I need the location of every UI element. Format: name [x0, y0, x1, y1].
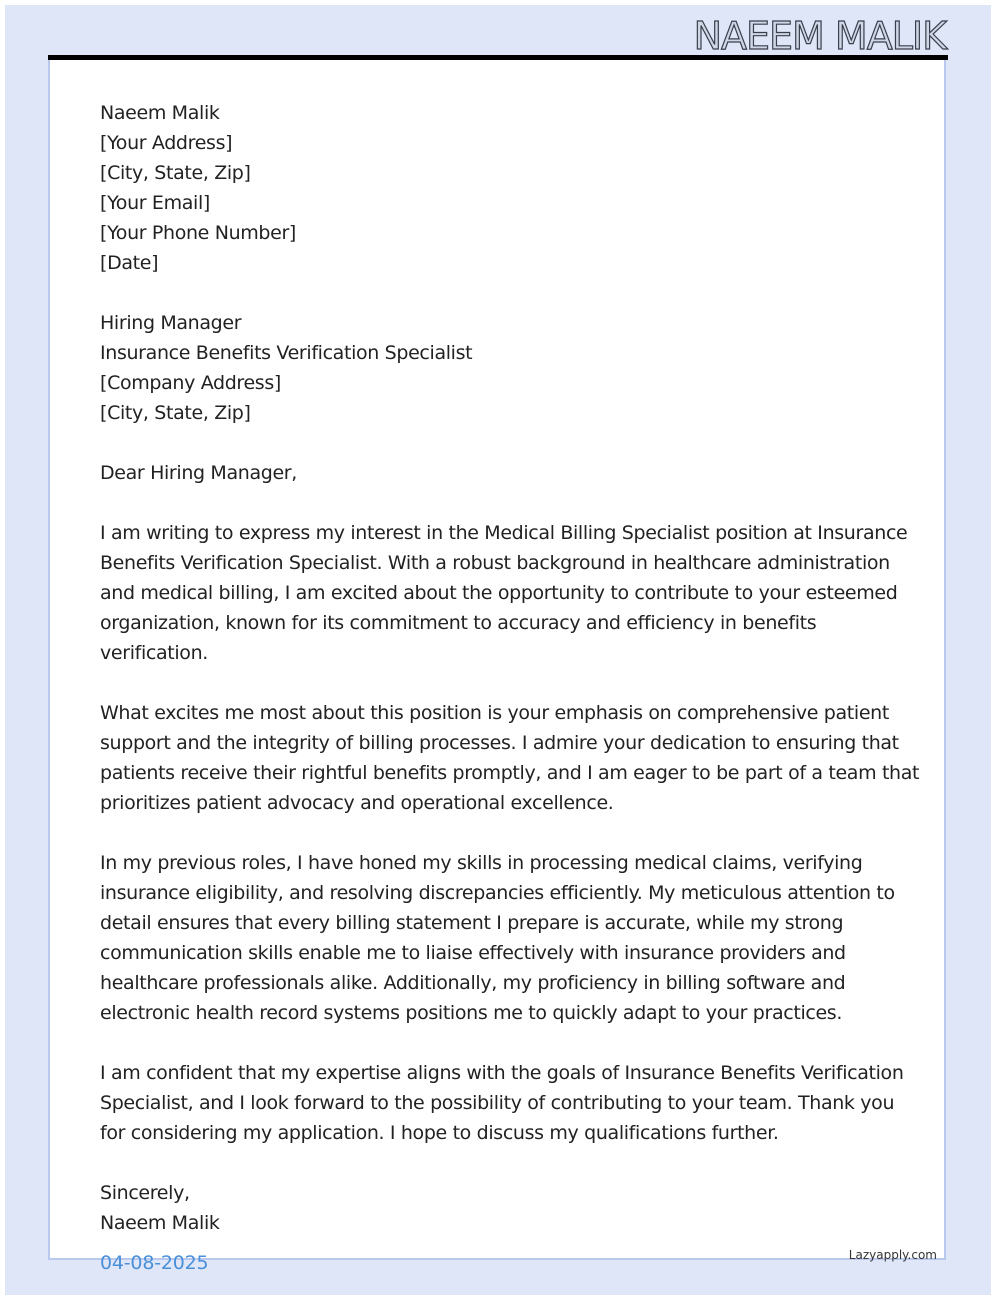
body-paragraph: [100, 1058, 904, 1148]
brand-watermark: Lazyapply.com: [848, 1248, 937, 1262]
recipient-company: Insurance Benefits Verification Specialist: [100, 342, 473, 364]
paragraph-line: Benefits Verification Specialist. With a robust background in healthcare administration: [100, 552, 890, 574]
sender-address: [Your Address]: [100, 132, 233, 154]
paragraph-line: electronic health record systems positions me to quickly adapt to your practices.: [100, 1002, 843, 1024]
header-name: NAEEM MALIK: [693, 14, 946, 58]
paragraph-line: prioritizes patient advocacy and operational excellence.: [100, 792, 614, 814]
paragraph-line: detail ensures that every billing statement I prepare is accurate, while my strong: [100, 912, 844, 934]
recipient-city-state-zip: [City, State, Zip]: [100, 402, 251, 424]
paragraph-line: organization, known for its commitment to accuracy and efficiency in benefits: [100, 612, 817, 634]
recipient-title: Hiring Manager: [100, 312, 242, 334]
closing-block: [100, 1178, 895, 1238]
paragraph-line: In my previous roles, I have honed my skills in processing medical claims, verifying: [100, 852, 863, 874]
sender-city-state-zip: [City, State, Zip]: [100, 162, 251, 184]
paragraph-line: I am writing to express my interest in the Medical Billing Specialist position at Insurance: [100, 522, 908, 544]
sender-date: [Date]: [100, 252, 159, 274]
paragraph-line: support and the integrity of billing processes. I admire your dedication to ensuring that: [100, 732, 899, 754]
recipient-block: [100, 308, 895, 428]
paragraph-line: What excites me most about this position is your emphasis on comprehensive patient: [100, 702, 889, 724]
body-paragraph: [100, 518, 908, 668]
paragraph-line: communication skills enable me to liaise effectively with insurance providers and: [100, 942, 846, 964]
paragraph-line: insurance eligibility, and resolving discrepancies efficiently. My meticulous attention to: [100, 882, 895, 904]
body-paragraph: [100, 848, 895, 1028]
paragraph-line: Specialist, and I look forward to the possibility of contributing to your team. Thank you: [100, 1092, 895, 1114]
letter-body: [100, 98, 920, 1238]
footer-date: 04-08-2025: [100, 1252, 209, 1274]
paragraph-line: patients receive their rightful benefits promptly, and I am eager to be part of a team that: [100, 762, 920, 784]
paragraph-line: for considering my application. I hope to discuss my qualifications further.: [100, 1122, 779, 1144]
signature-name: Naeem Malik: [100, 1212, 220, 1234]
paragraph-line: I am confident that my expertise aligns with the goals of Insurance Benefits Verification: [100, 1062, 904, 1084]
sender-email: [Your Email]: [100, 192, 210, 214]
sender-name: Naeem Malik: [100, 102, 220, 124]
paragraph-line: and medical billing, I am excited about the opportunity to contribute to your esteemed: [100, 582, 898, 604]
paragraph-line: verification.: [100, 642, 208, 664]
salutation-block: [100, 458, 895, 488]
body-paragraph: [100, 698, 920, 818]
valediction: Sincerely,: [100, 1182, 190, 1204]
sender-block: [100, 98, 895, 278]
recipient-address: [Company Address]: [100, 372, 281, 394]
sender-phone: [Your Phone Number]: [100, 222, 296, 244]
salutation: Dear Hiring Manager,: [100, 462, 297, 484]
paragraph-line: healthcare professionals alike. Additionally, my proficiency in billing software and: [100, 972, 846, 994]
